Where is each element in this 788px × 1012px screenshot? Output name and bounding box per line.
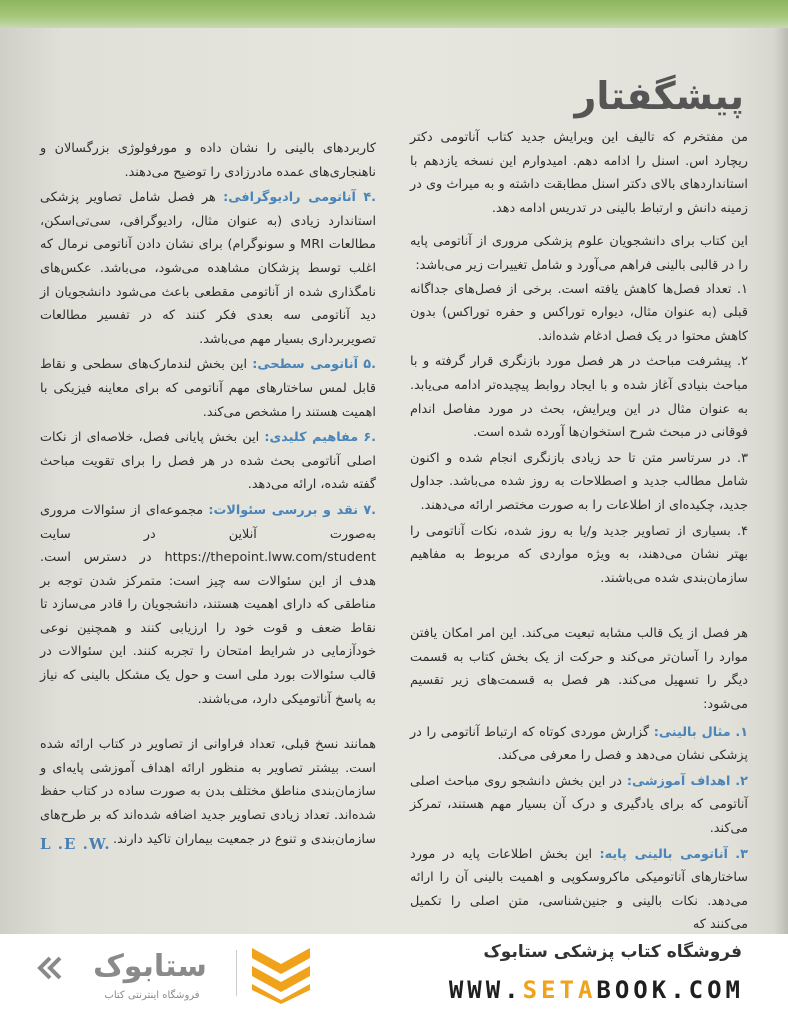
url-prefix: WWW.: [448, 976, 523, 1004]
list-item: ۱. تعداد فصل‌ها کاهش یافته است. برخی از فصل‌های جداگانه قبلی (به عنوان مثال، دیواره توراکس و حفره توراکس) بدون کاهش محتوا در یک فصل ادغام شده‌اند.: [410, 281, 748, 344]
section-text: گزارش موردی کوتاه که ارتباط آناتومی را در پزشکی نشان می‌دهد و فصل را معرفی می‌کند.: [410, 724, 748, 764]
chevron-stack-icon: [246, 942, 316, 1004]
right-column: [410, 126, 748, 939]
section-label: آناتومی بالینی پایه:: [599, 846, 728, 862]
closing-paragraph: همانند نسخ قبلی، تعداد فراوانی از تصاویر در کتاب ارائه شده است. بیشتر تصاویر به منظور ارائه اهداف آموزشی پایه‌ای و سازمان‌بندی مناطق مختلف بدن به صورت ساده در کتاب حفظ شده‌اند. تعداد زیادی تصاویر جدید اضافه شده‌اند که بر طرح‌های سازمان‌بندی و تنوع در جمعیت بیماران تاکید دارند.: [40, 737, 376, 847]
list-item: ۳. در سرتاسر متن تا حد زیادی بازنگری انجام شده و اکنون شامل مطالب جدید و اصطلاحات به روز شده می‌باشد. جداول جدید، چکیده‌ای از اطلاعات را به صورت مختصر ارائه می‌دهند.: [410, 450, 748, 513]
section-label: آناتومی سطحی:: [252, 357, 358, 373]
list-item: ۴. بسیاری از تصاویر جدید و/یا به روز شده، نکات آناتومی را بهتر نشان می‌دهند، به ویژه مواردی که مربوط به مفاهیم سازمان‌بندی شده می‌باشند.: [410, 523, 748, 586]
section-text: مجموعه‌ای از سئوالات مروری به‌صورت آنلاین در سایت: [40, 502, 376, 542]
continued-paragraph: کاربردهای بالینی را نشان داده و مورفولوژی بزرگسالان و ناهنجاری‌های عمده مادرزادی را توضیح می‌دهند.: [40, 141, 376, 180]
section-label: اهداف آموزشی:: [626, 773, 731, 789]
url-suffix: BOOK.COM: [596, 976, 744, 1004]
intro-paragraph: من مفتخرم که تالیف این ویرایش جدید کتاب آناتومی دکتر ریچارد اس. اسنل را ادامه دهم. امیدوارم این نسخه یازدهم با استانداردهای بالای دکتر اسنل مطابقت داشته و به میراث وی در زمینه دانش و ارتباط بالینی در تدریس ادامه دهد.: [410, 130, 748, 216]
list-item: ۲. پیشرفت مباحث در هر فصل مورد بازنگری قرار گرفته و با مباحث بنیادی آغاز شده و با ایجاد روابط پیچیده‌تر ادامه می‌یابد. به عنوان مثال در این ویرایش، بحث در مورد مفاصل اندام فوقانی در مبحث شرح استخوان‌ها آورده شده است.: [410, 354, 748, 441]
section-item: [410, 721, 748, 768]
section-text: این بخش پایانی فصل، خلاصه‌ای از نکات اصلی آناتومی بحث شده در هر فصل را برای تقویت مباحث گفته شده، ارائه می‌دهد.: [40, 430, 376, 493]
section-text: این بخش اطلاعات پایه در مورد ساختارهای آناتومیکی ماکروسکوپی و اهمیت بالینی آن را ارائه می‌دهد. نکات بالینی و جنین‌شناسی، متن اصلی را تکمیل می‌کنند که: [410, 846, 748, 933]
url-accent: SETA: [522, 976, 597, 1004]
store-footer: [0, 934, 788, 1012]
section-number: ۲.: [735, 773, 748, 789]
section-text: هر فصل شامل تصاویر پزشکی استاندارد زیادی (به عنوان مثال، رادیوگرافی، سی‌تی‌اسکن، مطالعات MRI و سونوگرام) برای نشان دادن آناتومی نرمال که اغلب توسط پزشکان مشاهده می‌شود، می‌باشد. عکس‌های نامگذاری شده از آناتومی مقطعی باعث می‌شود دانشجویان از دید آناتومی سه بعدی فکر کنند که در تفسیر مطالعات تصویربرداری بسیار مهم می‌باشد.: [40, 190, 376, 347]
store-title: فروشگاه کتاب پزشکی ستابوک: [483, 942, 742, 962]
store-url[interactable]: [449, 976, 744, 1004]
section-label: مفاهیم کلیدی:: [264, 430, 359, 446]
section-label: مثال بالینی:: [653, 724, 731, 740]
page-edge-shadow: [774, 28, 788, 934]
setabook-logo[interactable]: [32, 940, 228, 1006]
section-number: .۷: [363, 502, 376, 518]
footer-divider: [236, 950, 237, 996]
review-questions-link[interactable]: https://thepoint.lww.com/student: [164, 550, 376, 566]
changes-list: [410, 278, 748, 591]
section-label: نقد و بررسی سئوالات:: [208, 502, 359, 518]
logo-subtitle: فروشگاه اینترنتی کتاب: [104, 990, 200, 1001]
section-text: در دسترس است. هدف از این سئوالات سه چیز است: متمرکز شدن توجه بر مناطقی که دارای اهمیت هستند، دانشجویان را قادر می‌سازد تا نقاط ضعف و قوت خود را ارزیابی کنند و همچنین نوعی خودآزمایی در شرایط امتحان را تجربه کنند. این سئوالات در قالب سئوالات بورد ملی است و حول یک مشکل بالینی که نیاز به پاسخ آناتومیکی دارد، می‌باشند.: [40, 550, 376, 707]
section-item: [40, 186, 376, 351]
section-text: در این بخش دانشجو روی مباحث اصلی آناتومی که برای یادگیری و درک آن بسیار مهم هستند، تمرکز می‌کند.: [410, 773, 748, 837]
section-number: .۴: [363, 190, 376, 206]
section-item: [410, 770, 748, 841]
section-number: .۶: [363, 430, 376, 446]
section-item: [40, 499, 376, 711]
section-number: ۳.: [735, 846, 748, 862]
author-signature: L .E .W.: [40, 835, 111, 853]
top-green-band: [0, 0, 788, 28]
section-number: ۱.: [735, 724, 748, 740]
section-item: [410, 843, 748, 937]
section-number: .۵: [363, 357, 376, 373]
changes-intro: این کتاب برای دانشجویان علوم پزشکی مروری از آناتومی پایه را در قالبی بالینی فراهم می‌آورد و شامل تغییرات زیر می‌باشد:: [410, 234, 748, 273]
format-paragraph: هر فصل از یک قالب مشابه تبعیت می‌کند. این امر امکان یافتن موارد را آسان‌تر می‌کند و حرکت از یک بخش کتاب به قسمت دیگر را تسهیل می‌کند. هر فصل به قسمت‌های زیر تقسیم می‌شود:: [410, 626, 748, 713]
page-title: پیشگفتار: [574, 74, 744, 118]
logo-wordmark: ستابوک: [93, 949, 207, 984]
section-text: این بخش لندمارک‌های سطحی و نقاط قابل لمس ساختارهای مهم آناتومی که برای معاینه فیزیکی با اهمیت هستند را مشخص می‌کند.: [40, 357, 376, 420]
section-label: آناتومی رادیوگرافی:: [223, 190, 356, 206]
section-item: [40, 426, 376, 497]
left-column: [40, 137, 376, 861]
section-item: [40, 353, 376, 424]
